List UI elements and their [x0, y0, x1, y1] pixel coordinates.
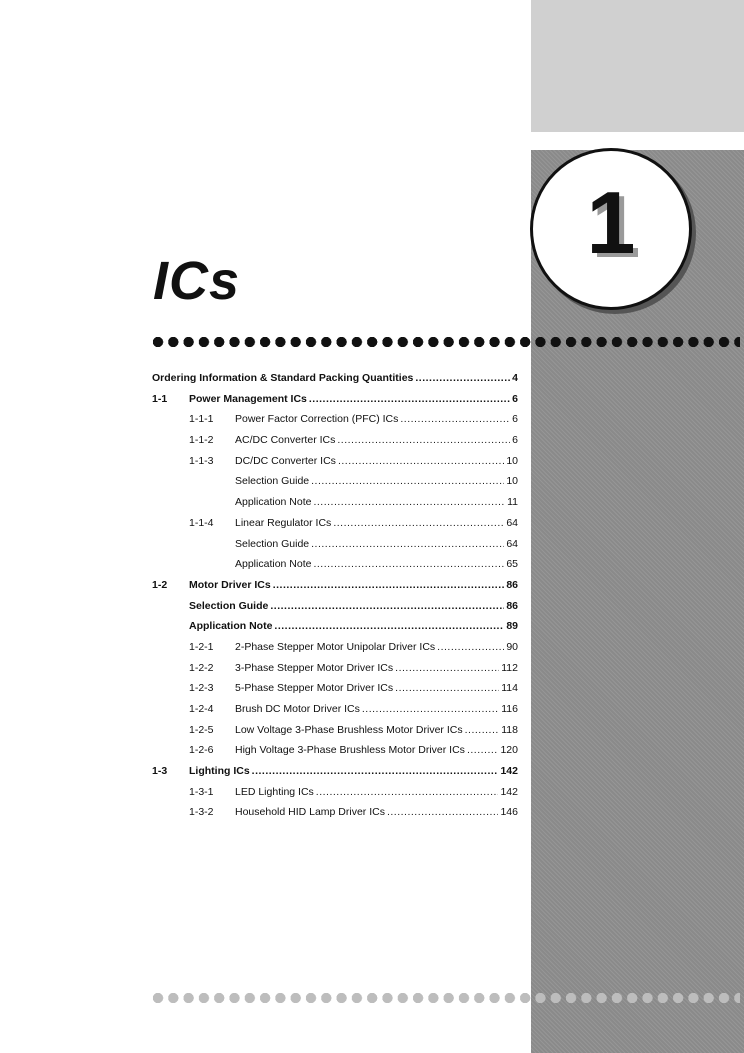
toc-entry-1-2-application-note[interactable]: [152, 620, 518, 641]
toc-entry-title: 2-Phase Stepper Motor Unipolar Driver ICs: [235, 640, 436, 653]
toc-entry-number: 1-2-4: [189, 703, 214, 715]
toc-entry-title: Motor Driver ICs: [189, 578, 271, 591]
toc-entry-page: 64: [506, 537, 518, 550]
toc-entry-page: 10: [506, 475, 518, 488]
toc-entry-title: DC/DC Converter ICs: [235, 454, 336, 467]
toc-entry-number: 1-1-1: [189, 413, 214, 426]
toc-entry-page: 6: [512, 392, 518, 405]
toc-entry-1-2-1[interactable]: [152, 641, 518, 662]
toc-leader: [252, 765, 499, 777]
dotted-divider-top: [152, 336, 740, 348]
toc-entry-1-2-4[interactable]: [152, 703, 518, 724]
toc-entry-page: 86: [506, 578, 518, 591]
side-tab-light: [531, 0, 744, 132]
toc-entry-1-3[interactable]: [152, 765, 518, 786]
toc-entry-page: 90: [506, 640, 518, 653]
toc-leader: [415, 372, 510, 384]
toc-entry-1-1-2[interactable]: [152, 434, 518, 455]
toc-entry-number: 1-1-4: [189, 516, 214, 529]
toc-entry-page: 10: [506, 454, 518, 467]
toc-entry-title: Brush DC Motor Driver ICs: [235, 703, 360, 715]
toc-entry-page: 114: [501, 682, 518, 695]
toc-entry-1-1-4[interactable]: [152, 517, 518, 538]
toc-entry-title: Linear Regulator ICs: [235, 516, 332, 529]
toc-leader: [313, 496, 505, 508]
toc-entry-1-2-2[interactable]: [152, 662, 518, 683]
toc-entry-number: 1-1-2: [189, 434, 214, 447]
toc-entry-page: 112: [501, 661, 518, 674]
toc-entry-page: 118: [501, 723, 518, 736]
toc-entry-1-1[interactable]: [152, 393, 518, 414]
toc-leader: [362, 703, 499, 715]
toc-entry-title: Application Note: [235, 558, 312, 571]
toc-entry-title: AC/DC Converter ICs: [235, 434, 336, 447]
toc-entry-page: 89: [506, 620, 518, 633]
table-of-contents: [152, 372, 518, 827]
toc-entry-1-2-5[interactable]: [152, 724, 518, 745]
toc-leader: [465, 724, 500, 736]
toc-entry-page: 6: [512, 434, 518, 447]
toc-entry-number: 1-3-2: [189, 806, 214, 819]
toc-entry-page: 65: [506, 558, 518, 571]
toc-entry-1-2-6[interactable]: [152, 744, 518, 765]
toc-entry-title: Power Management ICs: [189, 392, 307, 405]
toc-leader: [337, 434, 510, 446]
toc-leader: [311, 475, 504, 487]
toc-entry-page: 86: [506, 599, 518, 612]
toc-entry-number: 1-2-5: [189, 723, 214, 736]
toc-entry-page: 11: [507, 496, 518, 509]
toc-entry-page: 64: [506, 516, 518, 529]
toc-leader: [311, 538, 504, 550]
toc-leader: [338, 455, 504, 467]
toc-entry-title: Household HID Lamp Driver ICs: [235, 806, 385, 819]
toc-leader: [313, 558, 504, 570]
toc-entry-ordering[interactable]: [152, 372, 518, 393]
toc-entry-title: Ordering Information & Standard Packing Quantities: [152, 372, 414, 384]
toc-entry-number: 1-2: [152, 578, 168, 591]
toc-entry-1-2-3[interactable]: [152, 682, 518, 703]
toc-entry-1-1-4-application-note[interactable]: [152, 558, 518, 579]
toc-entry-1-1-3-application-note[interactable]: [152, 496, 518, 517]
toc-entry-page: 6: [512, 413, 518, 426]
toc-entry-title: 5-Phase Stepper Motor Driver ICs: [235, 682, 394, 695]
toc-entry-title: Selection Guide: [189, 599, 269, 612]
toc-entry-number: 1-2-6: [189, 744, 214, 757]
toc-leader: [437, 641, 504, 653]
toc-leader: [316, 786, 499, 798]
toc-entry-title: Power Factor Correction (PFC) ICs: [235, 413, 399, 426]
toc-entry-page: 4: [512, 372, 518, 384]
toc-leader: [395, 662, 499, 674]
toc-leader: [309, 393, 510, 405]
toc-entry-page: 142: [500, 785, 518, 798]
toc-entry-number: 1-3-1: [189, 785, 214, 798]
toc-entry-number: 1-2-2: [189, 661, 214, 674]
toc-entry-number: 1-1-3: [189, 454, 214, 467]
toc-entry-1-1-3[interactable]: [152, 455, 518, 476]
toc-entry-title: Application Note: [235, 496, 312, 509]
toc-leader: [395, 682, 499, 694]
toc-entry-1-2[interactable]: [152, 579, 518, 600]
toc-leader: [467, 744, 499, 756]
toc-entry-1-1-3-selection-guide[interactable]: [152, 475, 518, 496]
toc-entry-1-1-1[interactable]: [152, 413, 518, 434]
toc-leader: [387, 806, 499, 818]
toc-entry-title: Selection Guide: [235, 537, 310, 550]
toc-entry-number: 1-3: [152, 765, 168, 778]
toc-entry-1-1-4-selection-guide[interactable]: [152, 538, 518, 559]
toc-entry-title: Low Voltage 3-Phase Brushless Motor Driver ICs: [235, 723, 463, 736]
toc-entry-number: 1-2-1: [189, 640, 214, 653]
toc-entry-title: Selection Guide: [235, 475, 310, 488]
toc-leader: [274, 620, 504, 632]
toc-entry-title: Lighting ICs: [189, 765, 250, 778]
toc-leader: [273, 579, 505, 591]
toc-entry-title: 3-Phase Stepper Motor Driver ICs: [235, 661, 394, 674]
toc-leader: [400, 413, 510, 425]
toc-entry-page: 116: [501, 703, 518, 715]
toc-entry-1-3-2[interactable]: [152, 806, 518, 827]
toc-entry-title: Application Note: [189, 620, 273, 633]
toc-entry-1-2-selection-guide[interactable]: [152, 600, 518, 621]
toc-entry-page: 120: [500, 744, 518, 757]
chapter-number-badge: [530, 148, 692, 310]
toc-entry-1-3-1[interactable]: [152, 786, 518, 807]
toc-leader: [270, 600, 504, 612]
toc-leader: [333, 517, 504, 529]
toc-entry-title: LED Lighting ICs: [235, 785, 314, 798]
page-title: ICs: [153, 251, 241, 311]
toc-entry-page: 142: [500, 765, 518, 778]
chapter-number: 1: [586, 173, 636, 272]
toc-entry-page: 146: [500, 806, 518, 819]
toc-entry-number: 1-1: [152, 392, 168, 405]
dotted-divider-bottom: [152, 992, 740, 1004]
toc-entry-number: 1-2-3: [189, 682, 214, 695]
toc-entry-title: High Voltage 3-Phase Brushless Motor Driver ICs: [235, 744, 465, 757]
